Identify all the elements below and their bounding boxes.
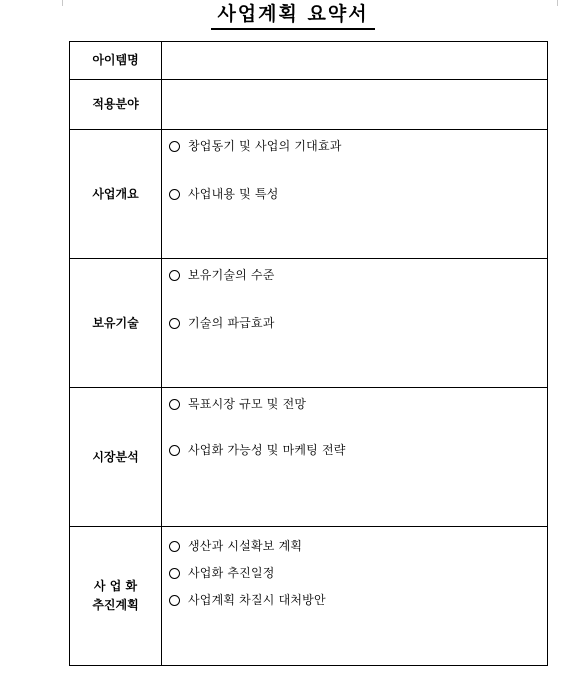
hollow-circle-icon xyxy=(169,568,180,579)
market-analysis-field[interactable] xyxy=(162,388,548,527)
owned-technology-field[interactable] xyxy=(162,259,548,388)
table-row-business-overview xyxy=(70,130,548,259)
business-overview-field[interactable] xyxy=(162,130,548,259)
list-item-text: 사업화 가능성 및 마케팅 전략 xyxy=(188,443,346,457)
label-owned-technology: 보유기술 xyxy=(70,259,162,388)
item-name-field[interactable] xyxy=(162,42,548,80)
document-title: 사업계획 요약서 xyxy=(211,2,374,30)
table-row-item-name xyxy=(70,42,548,80)
label-line-1: 사 업 화 xyxy=(93,579,138,593)
hollow-circle-icon xyxy=(169,189,180,200)
label-application-field: 적용분야 xyxy=(70,80,162,130)
list-item-text: 목표시장 규모 및 전망 xyxy=(188,397,307,411)
list-item xyxy=(169,315,547,331)
business-plan-summary-table xyxy=(69,41,548,666)
hollow-circle-icon xyxy=(169,595,180,606)
list-item-text: 사업계획 차질시 대처방안 xyxy=(188,593,326,607)
table-row-market-analysis xyxy=(70,388,548,527)
label-line-2: 추진계획 xyxy=(92,598,139,612)
list-item-text: 창업동기 및 사업의 기대효과 xyxy=(188,139,342,153)
list-item-text: 사업화 추진일정 xyxy=(188,566,275,580)
title-area xyxy=(0,0,586,36)
label-item-name: 아이템명 xyxy=(70,42,162,80)
label-market-analysis: 시장분석 xyxy=(70,388,162,527)
application-field-input[interactable] xyxy=(162,80,548,130)
hollow-circle-icon xyxy=(169,399,180,410)
list-item xyxy=(169,186,547,202)
label-commercialization-plan xyxy=(70,527,162,666)
list-item-text: 사업내용 및 특성 xyxy=(188,187,279,201)
hollow-circle-icon xyxy=(169,541,180,552)
list-item xyxy=(169,138,547,154)
list-item-text: 기술의 파급효과 xyxy=(188,316,275,330)
commercialization-plan-field[interactable] xyxy=(162,527,548,666)
list-item xyxy=(169,442,547,458)
list-item xyxy=(169,396,547,412)
list-item xyxy=(169,538,547,554)
list-item xyxy=(169,592,547,608)
table-row-commercialization-plan xyxy=(70,527,548,666)
table-row-owned-technology xyxy=(70,259,548,388)
table-row-application-field xyxy=(70,80,548,130)
hollow-circle-icon xyxy=(169,318,180,329)
list-item xyxy=(169,267,547,283)
list-item xyxy=(169,565,547,581)
hollow-circle-icon xyxy=(169,270,180,281)
hollow-circle-icon xyxy=(169,445,180,456)
list-item-text: 생산과 시설확보 계획 xyxy=(188,539,303,553)
hollow-circle-icon xyxy=(169,141,180,152)
list-item-text: 보유기술의 수준 xyxy=(188,268,275,282)
label-business-overview: 사업개요 xyxy=(70,130,162,259)
